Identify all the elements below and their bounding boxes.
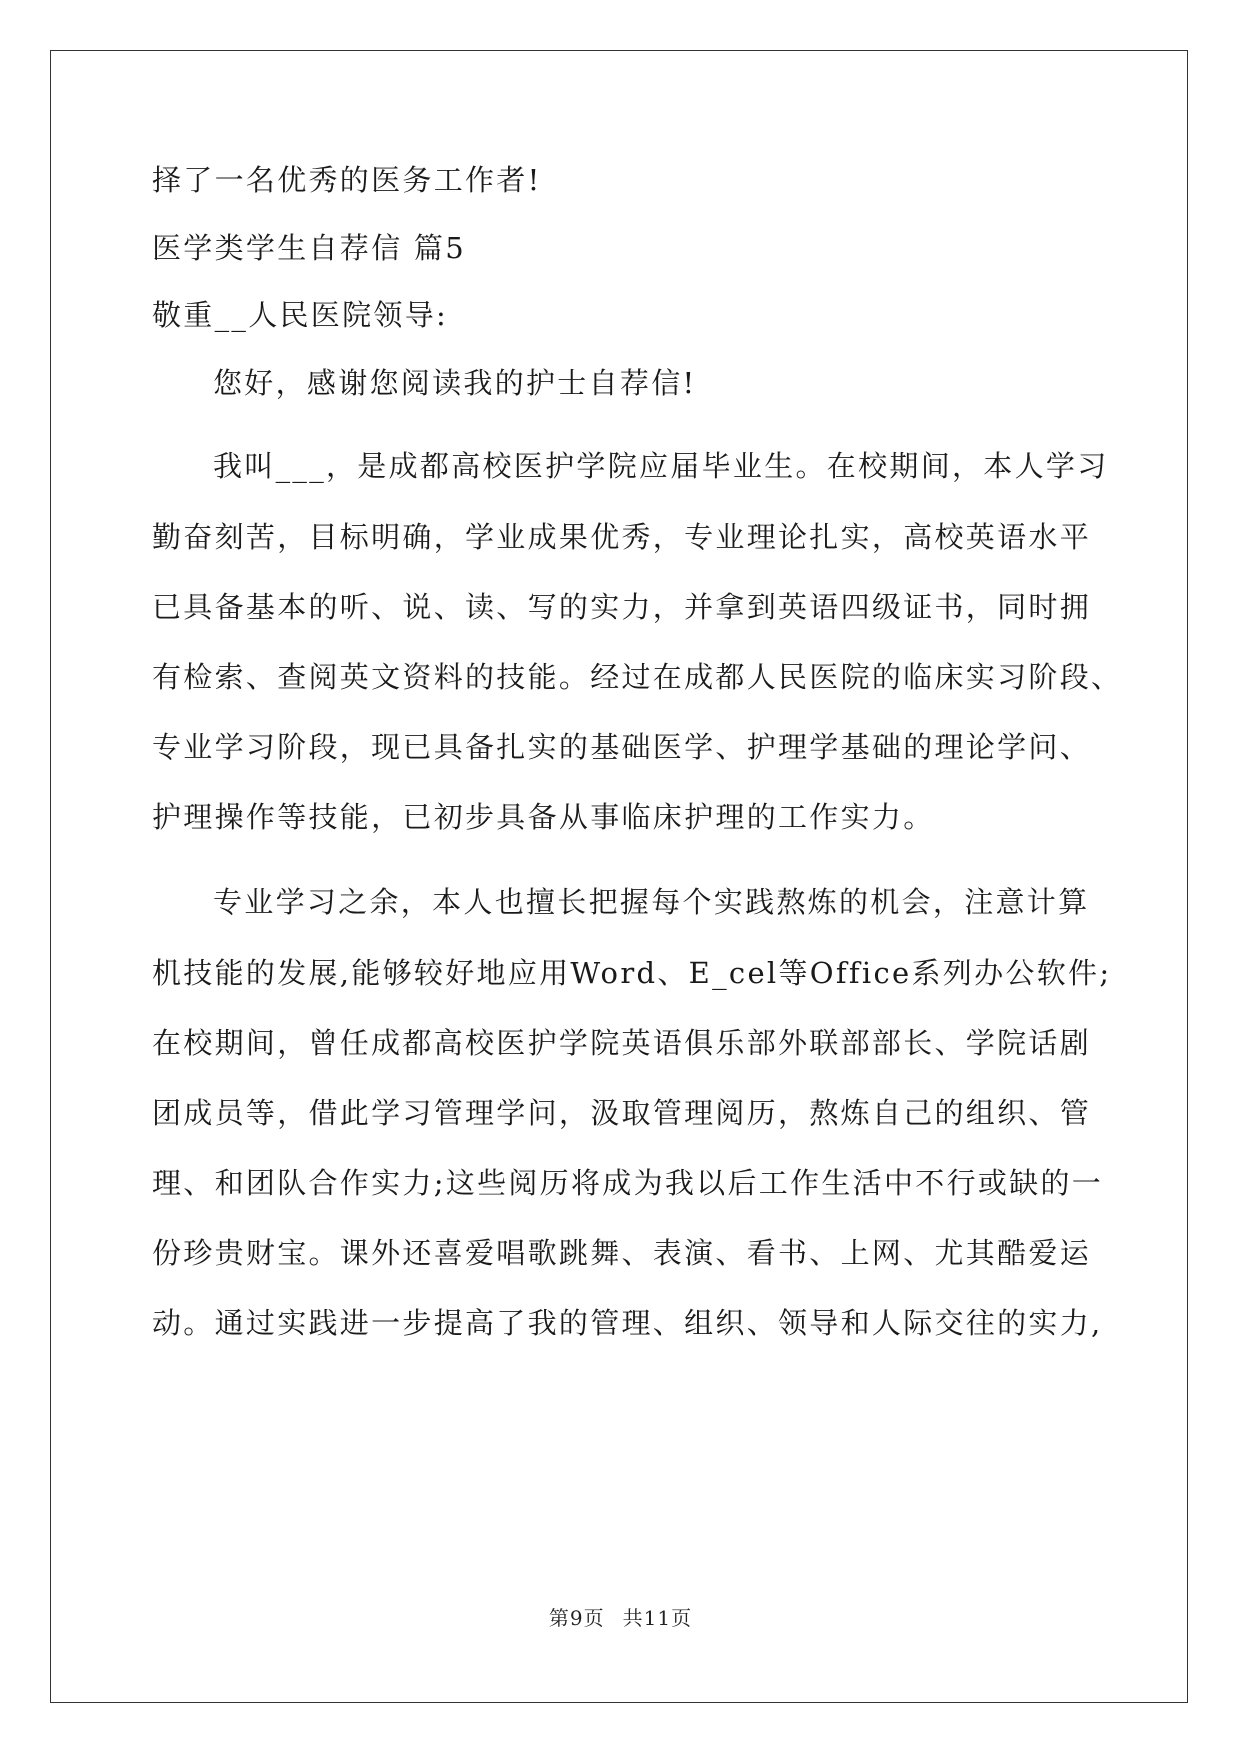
text-line: 专业学习阶段，现已具备扎实的基础医学、护理学基础的理论学问、 — [152, 730, 1092, 764]
text-line: 团成员等，借此学习管理学问，汲取管理阅历，熬炼自己的组织、管 — [152, 1096, 1092, 1130]
text-line: 动。通过实践进一步提高了我的管理、组织、领导和人际交往的实力, — [152, 1306, 1103, 1340]
salutation: 敬重__人民医院领导: — [152, 298, 449, 332]
text-line: 择了一名优秀的医务工作者! — [152, 163, 542, 197]
text-line: 理、和团队合作实力;这些阅历将成为我以后工作生活中不行或缺的一 — [152, 1166, 1104, 1200]
greeting-paragraph: 您好，感谢您阅读我的护士自荐信! — [213, 366, 697, 400]
section-heading: 医学类学生自荐信 篇5 — [152, 231, 466, 265]
text-line: 勤奋刻苦，目标明确，学业成果优秀，专业理论扎实，高校英语水平 — [152, 520, 1092, 554]
page-number: 第9页 — [548, 1606, 605, 1630]
text-line: 份珍贵财宝。课外还喜爱唱歌跳舞、表演、看书、上网、尤其酷爱运 — [152, 1236, 1092, 1270]
page-footer — [0, 1602, 1241, 1631]
text-line: 在校期间，曾任成都高校医护学院英语俱乐部外联部部长、学院话剧 — [152, 1026, 1092, 1060]
text-line: 机技能的发展,能够较好地应用Word、E_cel等Office系列办公软件; — [152, 956, 1112, 990]
text-line: 已具备基本的听、说、读、写的实力，并拿到英语四级证书，同时拥 — [152, 590, 1092, 624]
page-total: 共11页 — [622, 1606, 693, 1630]
text-line: 有检索、查阅英文资料的技能。经过在成都人民医院的临床实习阶段、 — [152, 660, 1123, 694]
text-line: 我叫___，是成都高校医护学院应届毕业生。在校期间，本人学习 — [213, 449, 1109, 483]
text-line: 护理操作等技能，已初步具备从事临床护理的工作实力。 — [152, 800, 935, 834]
text-line: 专业学习之余，本人也擅长把握每个实践熬炼的机会，注意计算 — [213, 885, 1090, 919]
